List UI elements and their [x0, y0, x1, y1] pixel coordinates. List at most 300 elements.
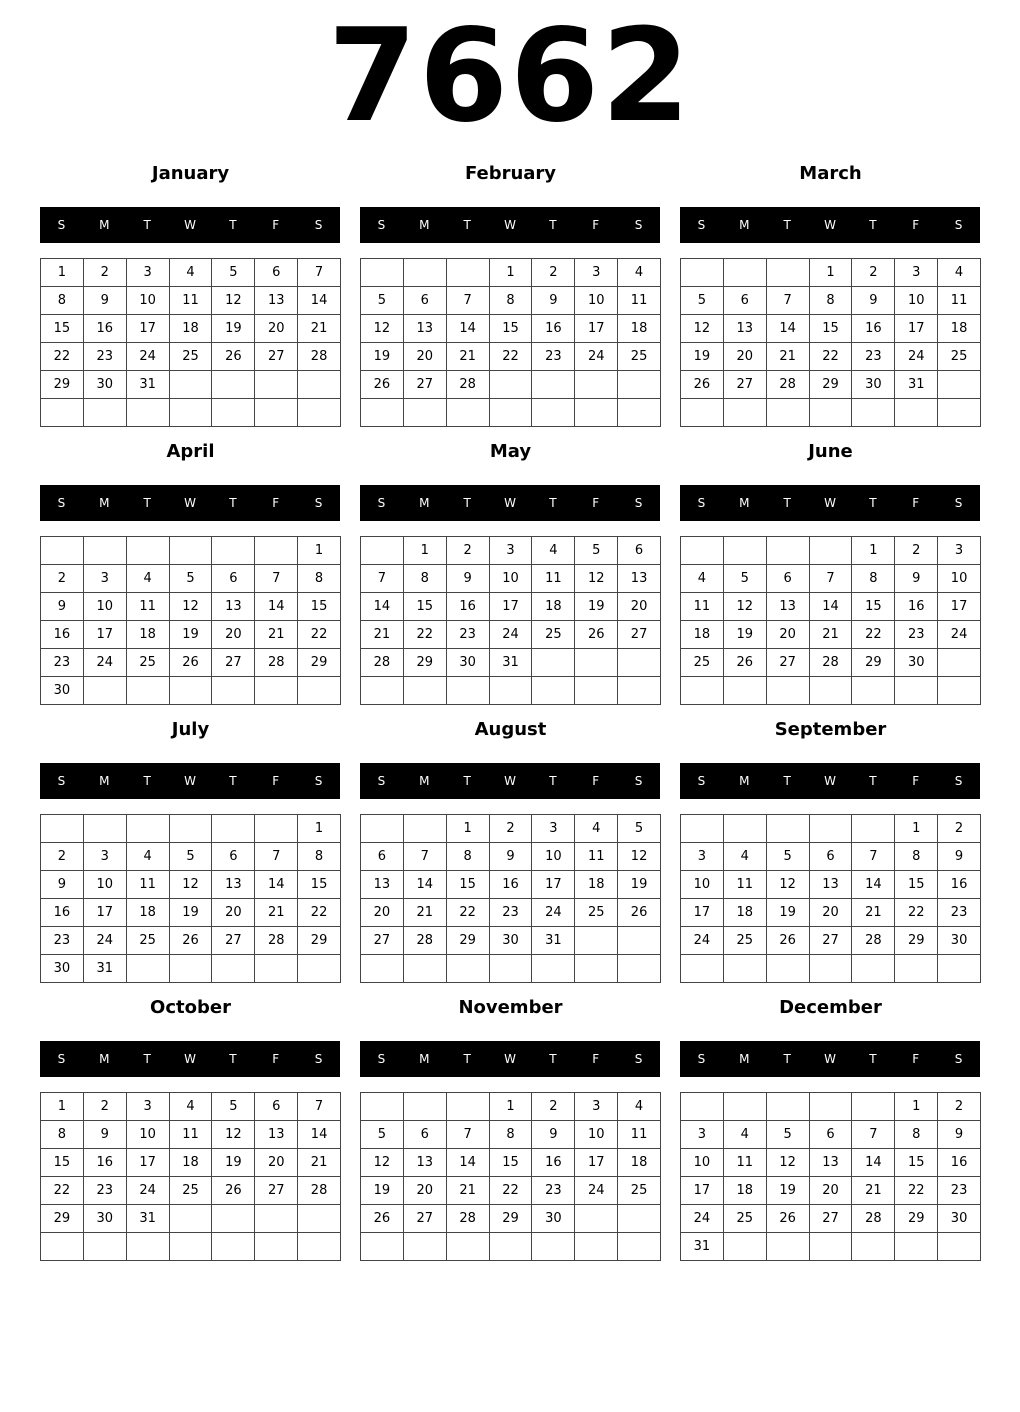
empty-cell [852, 1233, 895, 1261]
day-cell: 15 [810, 315, 853, 343]
day-cell: 23 [84, 343, 127, 371]
day-cell: 13 [404, 315, 447, 343]
day-cell: 10 [681, 871, 724, 899]
weekday-header [40, 1041, 340, 1077]
empty-cell [532, 649, 575, 677]
day-cell: 5 [681, 287, 724, 315]
weekday-label: M [739, 496, 750, 510]
day-cell: 10 [681, 1149, 724, 1177]
weekday-label: T [143, 774, 151, 788]
empty-cell [810, 1233, 853, 1261]
weekday-label: M [99, 774, 110, 788]
empty-cell [938, 399, 981, 427]
day-cell: 26 [724, 649, 767, 677]
day-cell: 11 [618, 1121, 661, 1149]
day-cell: 9 [938, 1121, 981, 1149]
day-cell: 11 [681, 593, 724, 621]
day-cell: 28 [298, 343, 341, 371]
day-cell: 30 [490, 927, 533, 955]
day-cell: 7 [298, 259, 341, 287]
empty-cell [532, 1233, 575, 1261]
day-cell: 1 [852, 537, 895, 565]
empty-cell [724, 677, 767, 705]
day-cell: 11 [724, 871, 767, 899]
weekday-header [360, 763, 660, 799]
day-cell: 27 [404, 371, 447, 399]
weekday-label: T [229, 774, 237, 788]
empty-cell [532, 677, 575, 705]
day-cell: 10 [938, 565, 981, 593]
empty-cell [255, 537, 298, 565]
empty-cell [938, 955, 981, 983]
day-cell: 22 [298, 621, 341, 649]
day-cell: 5 [212, 1093, 255, 1121]
day-cell: 4 [170, 1093, 213, 1121]
day-cell: 16 [41, 899, 84, 927]
day-cell: 28 [298, 1177, 341, 1205]
empty-cell [212, 677, 255, 705]
empty-cell [681, 259, 724, 287]
day-cell: 24 [127, 1177, 170, 1205]
day-cell: 10 [84, 871, 127, 899]
day-cell: 4 [170, 259, 213, 287]
weekday-header [680, 763, 980, 799]
day-cell: 8 [852, 565, 895, 593]
day-cell: 1 [404, 537, 447, 565]
day-cell: 24 [532, 899, 575, 927]
day-cell: 15 [490, 1149, 533, 1177]
weekday-label: F [912, 218, 920, 232]
day-cell: 16 [84, 315, 127, 343]
day-cell: 1 [298, 537, 341, 565]
day-cell: 25 [724, 927, 767, 955]
weekday-label: S [634, 496, 643, 510]
day-cell: 2 [84, 1093, 127, 1121]
day-cell: 21 [255, 621, 298, 649]
weekday-label: T [869, 1052, 877, 1066]
day-cell: 2 [532, 259, 575, 287]
day-cell: 28 [255, 927, 298, 955]
day-cell: 16 [895, 593, 938, 621]
day-cell: 29 [404, 649, 447, 677]
day-cell: 22 [41, 343, 84, 371]
empty-cell [170, 815, 213, 843]
day-cell: 6 [255, 259, 298, 287]
day-cell: 6 [212, 843, 255, 871]
weekday-label: F [912, 774, 920, 788]
day-cell: 14 [767, 315, 810, 343]
day-cell: 21 [852, 899, 895, 927]
weekday-label: F [912, 1052, 920, 1066]
day-cell: 8 [298, 843, 341, 871]
day-cell: 1 [447, 815, 490, 843]
weekday-label: F [272, 774, 280, 788]
day-cell: 14 [298, 287, 341, 315]
day-cell: 13 [810, 871, 853, 899]
empty-cell [298, 1233, 341, 1261]
empty-cell [810, 537, 853, 565]
empty-cell [724, 815, 767, 843]
day-cell: 24 [575, 1177, 618, 1205]
day-cell: 6 [724, 287, 767, 315]
day-cell: 15 [895, 1149, 938, 1177]
day-cell: 9 [938, 843, 981, 871]
day-cell: 12 [724, 593, 767, 621]
month-name: November [458, 997, 563, 1018]
day-cell: 23 [938, 899, 981, 927]
empty-cell [84, 815, 127, 843]
weekday-label: S [634, 218, 643, 232]
empty-cell [490, 955, 533, 983]
weekday-label: M [739, 1052, 750, 1066]
day-cell: 4 [724, 843, 767, 871]
day-cell: 12 [212, 1121, 255, 1149]
weekday-label: T [463, 774, 471, 788]
weekday-label: S [377, 774, 386, 788]
day-cell: 26 [361, 1205, 404, 1233]
weekday-label: S [697, 496, 706, 510]
weekday-label: T [229, 1052, 237, 1066]
day-cell: 4 [681, 565, 724, 593]
day-cell: 8 [41, 287, 84, 315]
day-cell: 12 [361, 1149, 404, 1177]
weekday-label: S [697, 218, 706, 232]
day-cell: 15 [298, 593, 341, 621]
weekday-label: T [229, 218, 237, 232]
day-cell: 7 [852, 843, 895, 871]
day-cell: 24 [490, 621, 533, 649]
day-cell: 14 [447, 315, 490, 343]
empty-cell [255, 1233, 298, 1261]
day-cell: 18 [618, 315, 661, 343]
day-cell: 11 [170, 1121, 213, 1149]
day-cell: 18 [127, 621, 170, 649]
day-cell: 24 [938, 621, 981, 649]
empty-cell [895, 399, 938, 427]
weekday-label: S [697, 774, 706, 788]
day-cell: 20 [361, 899, 404, 927]
day-cell: 20 [255, 1149, 298, 1177]
day-cell: 21 [810, 621, 853, 649]
empty-cell [575, 399, 618, 427]
day-cell: 27 [212, 649, 255, 677]
day-cell: 19 [724, 621, 767, 649]
day-cell: 30 [938, 1205, 981, 1233]
day-cell: 15 [404, 593, 447, 621]
empty-cell [618, 677, 661, 705]
empty-cell [938, 1233, 981, 1261]
day-cell: 13 [212, 593, 255, 621]
empty-cell [127, 815, 170, 843]
day-cell: 22 [298, 899, 341, 927]
day-cell: 17 [681, 1177, 724, 1205]
day-cell: 1 [895, 1093, 938, 1121]
empty-cell [127, 677, 170, 705]
empty-cell [170, 371, 213, 399]
day-cell: 4 [532, 537, 575, 565]
day-cell: 8 [490, 1121, 533, 1149]
day-cell: 23 [532, 1177, 575, 1205]
day-cell: 18 [724, 1177, 767, 1205]
day-cell: 7 [447, 1121, 490, 1149]
day-cell: 4 [724, 1121, 767, 1149]
day-cell: 1 [895, 815, 938, 843]
day-cell: 11 [575, 843, 618, 871]
day-cell: 15 [41, 315, 84, 343]
day-cell: 2 [895, 537, 938, 565]
day-cell: 24 [895, 343, 938, 371]
day-cell: 16 [447, 593, 490, 621]
weekday-label: S [634, 1052, 643, 1066]
empty-cell [490, 1233, 533, 1261]
weekday-label: S [314, 1052, 323, 1066]
weekday-label: M [419, 774, 430, 788]
day-cell: 4 [127, 843, 170, 871]
empty-cell [852, 1093, 895, 1121]
day-grid [680, 1092, 981, 1261]
day-cell: 4 [618, 1093, 661, 1121]
day-cell: 18 [724, 899, 767, 927]
day-cell: 5 [212, 259, 255, 287]
day-cell: 20 [404, 343, 447, 371]
empty-cell [361, 259, 404, 287]
weekday-label: W [184, 774, 196, 788]
day-grid [360, 1092, 661, 1261]
empty-cell [767, 537, 810, 565]
day-cell: 16 [852, 315, 895, 343]
day-cell: 10 [575, 1121, 618, 1149]
day-cell: 7 [298, 1093, 341, 1121]
day-cell: 21 [404, 899, 447, 927]
empty-cell [681, 399, 724, 427]
day-cell: 17 [127, 315, 170, 343]
empty-cell [404, 677, 447, 705]
day-cell: 13 [212, 871, 255, 899]
day-cell: 21 [447, 343, 490, 371]
empty-cell [767, 815, 810, 843]
day-cell: 13 [810, 1149, 853, 1177]
day-cell: 28 [447, 371, 490, 399]
empty-cell [938, 371, 981, 399]
day-cell: 30 [41, 955, 84, 983]
empty-cell [767, 259, 810, 287]
empty-cell [41, 537, 84, 565]
weekday-header [360, 207, 660, 243]
empty-cell [298, 371, 341, 399]
day-cell: 21 [361, 621, 404, 649]
day-cell: 22 [41, 1177, 84, 1205]
day-cell: 1 [41, 1093, 84, 1121]
day-cell: 29 [810, 371, 853, 399]
empty-cell [575, 955, 618, 983]
day-cell: 9 [852, 287, 895, 315]
empty-cell [298, 399, 341, 427]
empty-cell [810, 815, 853, 843]
day-cell: 19 [681, 343, 724, 371]
day-cell: 16 [41, 621, 84, 649]
empty-cell [767, 1233, 810, 1261]
weekday-label: T [783, 774, 791, 788]
weekday-label: T [549, 496, 557, 510]
day-cell: 9 [532, 1121, 575, 1149]
weekday-label: T [783, 496, 791, 510]
day-cell: 31 [84, 955, 127, 983]
day-cell: 11 [127, 871, 170, 899]
weekday-label: S [377, 496, 386, 510]
month-name: March [799, 163, 862, 184]
day-cell: 18 [681, 621, 724, 649]
day-cell: 25 [532, 621, 575, 649]
empty-cell [255, 1205, 298, 1233]
day-cell: 22 [447, 899, 490, 927]
empty-cell [41, 1233, 84, 1261]
weekday-label: W [824, 774, 836, 788]
day-cell: 2 [532, 1093, 575, 1121]
day-cell: 30 [895, 649, 938, 677]
day-cell: 22 [810, 343, 853, 371]
day-cell: 26 [575, 621, 618, 649]
weekday-label: W [824, 218, 836, 232]
day-cell: 4 [575, 815, 618, 843]
day-cell: 19 [212, 315, 255, 343]
empty-cell [767, 955, 810, 983]
day-cell: 19 [767, 1177, 810, 1205]
day-cell: 18 [170, 315, 213, 343]
empty-cell [810, 955, 853, 983]
weekday-label: S [954, 1052, 963, 1066]
empty-cell [170, 399, 213, 427]
month-name: January [151, 163, 230, 184]
day-cell: 7 [852, 1121, 895, 1149]
day-cell: 8 [41, 1121, 84, 1149]
empty-cell [447, 677, 490, 705]
empty-cell [575, 927, 618, 955]
empty-cell [361, 1233, 404, 1261]
empty-cell [724, 1233, 767, 1261]
day-cell: 20 [767, 621, 810, 649]
empty-cell [255, 371, 298, 399]
day-cell: 27 [618, 621, 661, 649]
empty-cell [852, 399, 895, 427]
day-cell: 10 [127, 1121, 170, 1149]
day-cell: 9 [532, 287, 575, 315]
day-cell: 24 [84, 649, 127, 677]
day-cell: 23 [490, 899, 533, 927]
day-cell: 3 [490, 537, 533, 565]
empty-cell [618, 1233, 661, 1261]
empty-cell [490, 371, 533, 399]
day-cell: 14 [852, 871, 895, 899]
day-cell: 1 [490, 259, 533, 287]
day-cell: 24 [127, 343, 170, 371]
day-cell: 3 [681, 1121, 724, 1149]
day-cell: 27 [724, 371, 767, 399]
day-cell: 22 [895, 1177, 938, 1205]
day-cell: 8 [298, 565, 341, 593]
month-name: April [166, 441, 215, 462]
day-cell: 14 [255, 593, 298, 621]
day-cell: 16 [532, 1149, 575, 1177]
month-name: July [171, 719, 210, 740]
day-cell: 9 [41, 593, 84, 621]
day-cell: 16 [938, 1149, 981, 1177]
day-grid [680, 814, 981, 983]
empty-cell [298, 955, 341, 983]
empty-cell [532, 399, 575, 427]
day-cell: 19 [575, 593, 618, 621]
day-cell: 9 [490, 843, 533, 871]
day-cell: 20 [255, 315, 298, 343]
day-cell: 1 [490, 1093, 533, 1121]
day-grid [40, 258, 341, 427]
day-cell: 2 [852, 259, 895, 287]
empty-cell [575, 1205, 618, 1233]
day-cell: 21 [767, 343, 810, 371]
day-cell: 10 [490, 565, 533, 593]
day-cell: 25 [170, 1177, 213, 1205]
empty-cell [298, 677, 341, 705]
weekday-label: W [184, 218, 196, 232]
weekday-label: T [549, 1052, 557, 1066]
weekday-label: S [697, 1052, 706, 1066]
day-cell: 17 [681, 899, 724, 927]
weekday-label: S [57, 1052, 66, 1066]
day-cell: 25 [681, 649, 724, 677]
day-cell: 2 [938, 1093, 981, 1121]
weekday-label: S [377, 218, 386, 232]
empty-cell [532, 955, 575, 983]
day-cell: 25 [618, 1177, 661, 1205]
day-cell: 28 [447, 1205, 490, 1233]
day-cell: 6 [404, 287, 447, 315]
day-cell: 7 [447, 287, 490, 315]
day-cell: 18 [938, 315, 981, 343]
day-cell: 29 [895, 927, 938, 955]
empty-cell [681, 537, 724, 565]
day-cell: 26 [170, 927, 213, 955]
day-cell: 20 [212, 899, 255, 927]
weekday-label: W [504, 774, 516, 788]
day-cell: 19 [212, 1149, 255, 1177]
day-cell: 12 [681, 315, 724, 343]
empty-cell [361, 399, 404, 427]
day-cell: 3 [127, 1093, 170, 1121]
empty-cell [938, 677, 981, 705]
weekday-label: W [184, 496, 196, 510]
day-cell: 30 [41, 677, 84, 705]
day-cell: 25 [938, 343, 981, 371]
day-cell: 25 [127, 649, 170, 677]
day-cell: 5 [724, 565, 767, 593]
day-cell: 29 [490, 1205, 533, 1233]
day-cell: 11 [170, 287, 213, 315]
day-cell: 12 [767, 871, 810, 899]
day-cell: 31 [490, 649, 533, 677]
day-cell: 15 [490, 315, 533, 343]
empty-cell [361, 815, 404, 843]
day-cell: 6 [361, 843, 404, 871]
weekday-label: T [463, 1052, 471, 1066]
day-cell: 14 [298, 1121, 341, 1149]
day-cell: 25 [127, 927, 170, 955]
day-cell: 20 [810, 1177, 853, 1205]
day-cell: 18 [575, 871, 618, 899]
day-cell: 2 [938, 815, 981, 843]
day-cell: 3 [84, 565, 127, 593]
day-cell: 31 [681, 1233, 724, 1261]
day-cell: 3 [84, 843, 127, 871]
day-cell: 30 [938, 927, 981, 955]
